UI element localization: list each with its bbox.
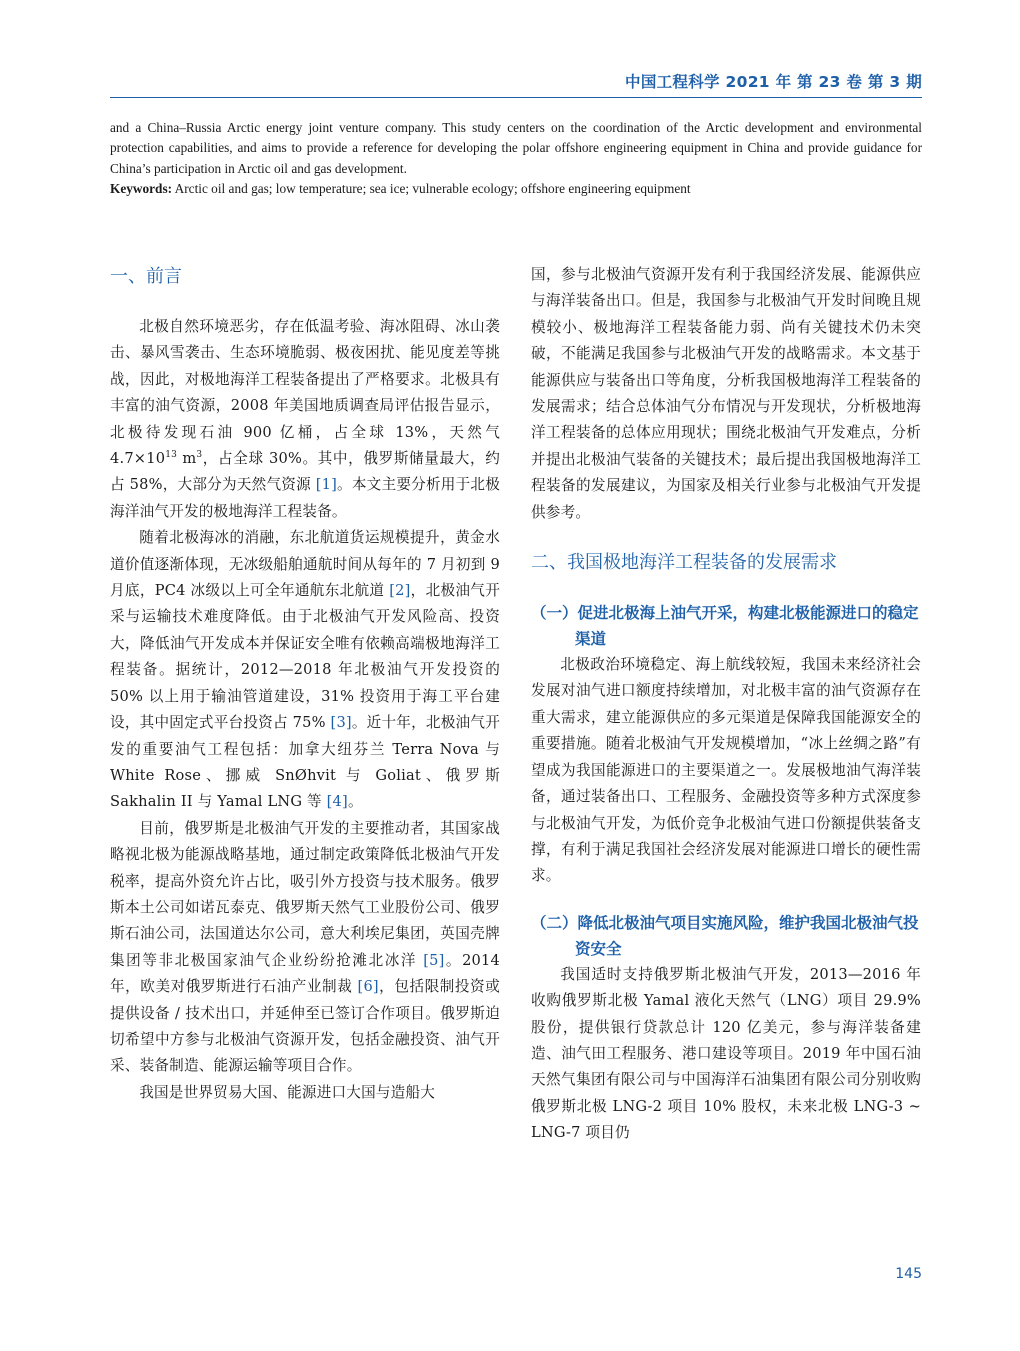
section-1-paragraph-2: 随着北极海冰的消融，东北航道货运规模提升，黄金水道价值逐渐体现，无冰级船舶通航时间从每年的 7 月初到 9 月底，PC4 冰级以上可全年通航东北航道 [2]，北极油气开采与运输技术难度降低。由于北极油气开发风险高、投资大，降低油气开发成本并保证安全唯有依赖高端极地海洋工程装备。据统计，2012—2018 年北极油气开发投资的 50% 以上用于输油管道建设，31% 投资用于海工平台建设，其中固定式平台投资占 75% [3]。近十年，北极油气开发的重要油气工程包括：加拿大纽芬兰 Terra Nova 与 White Rose、挪威 SnØhvit 与 Goliat、俄罗斯 Sakhalin II 与 Yamal LNG 等 [4]。 <box>110 529 501 811</box>
citation-link[interactable]: [4] <box>326 793 348 811</box>
section-2-title: 二、我国极地海洋工程装备的发展需求 <box>531 552 837 574</box>
right-column <box>531 262 921 1147</box>
keywords-text: Arctic oil and gas; low temperature; sea ice; vulnerable ecology; offshore engineering equipment <box>172 180 691 196</box>
section-1-paragraph-1: 北极自然环境恶劣，存在低温考验、海冰阻碍、冰山袭击、暴风雪袭击、生态环境脆弱、极夜困扰、能见度差等挑战，因此，对极地海洋工程装备提出了严格要求。北极具有丰富的油气资源，2008 年美国地质调查局评估报告显示，北极待发现石油 900 亿桶，占全球 13%，天然气 $4.7\times 10^{13}$ $m^3$，占全球 30%。其中，俄罗斯储量最大，约占 58%，大部分为天然气资源 [1]。本文主要分析用于北极海洋油气开发的极地海洋工程装备。 <box>110 318 500 520</box>
abstract-text: and a China–Russia Arctic energy joint venture company. This study centers on the coordination of the Arctic development and environmental protection capabilities, and aims to provide a reference for developing the polar offshore engineering equipment in China and provide guidance for China’s participation in Arctic oil and gas development. <box>110 120 922 176</box>
journal-header: 中国工程科学 2021 年 第 23 卷 第 3 期 <box>625 73 922 91</box>
section-1-paragraph-3: 目前，俄罗斯是北极油气开发的主要推动者，其国家战略视北极为能源战略基地，通过制定政策降低北极油气开发税率，提高外资允许占比，吸引外方投资与技术服务。俄罗斯本土公司如诺瓦泰克、俄罗斯天然气工业股份公司、俄罗斯石油公司，法国道达尔公司，意大利埃尼集团，英国壳牌集团等非北极国家油气企业纷纷抢滩北冰洋 [5]。2014 年，欧美对俄罗斯进行石油产业制裁 [6]，包括限制投资或提供设备 / 技术出口，并延伸至已签订合作项目。俄罗斯迫切希望中方参与北极油气资源开发，包括金融投资、油气开采、装备制造、能源运输等项目合作。 <box>110 819 501 1075</box>
citation-link[interactable]: [3] <box>330 714 352 732</box>
citation-link[interactable]: [1] <box>315 476 338 494</box>
subsection-2-2-title: （二）降低北极油气项目实施风险，维护我国北极油气投资安全 <box>531 913 919 958</box>
subsection-2-1-text: 北极政治环境稳定、海上航线较短，我国未来经济社会发展对油气进口额度持续增加，对北极丰富的油气资源存在重大需求，建立能源供应的多元渠道是保障我国能源安全的重要措施。随着北极油气开发规模增加，“冰上丝绸之路”有望成为我国能源进口的主要渠道之一。发展极地油气海洋装备，通过装备出口、工程服务、金融投资等多种方式深度参与北极油气开发，为低价竞争北极油气进口份额提供装备支撑，有利于满足我国社会经济发展对能源进口增长的硬性需求。 <box>531 656 921 885</box>
section-1-title: 一、前言 <box>110 266 182 287</box>
citation-link[interactable]: [5] <box>423 951 445 969</box>
page-number: 145 <box>895 1266 922 1282</box>
subsection-2-2-text: 我国适时支持俄罗斯北极油气开发，2013—2016 年收购俄罗斯北极 Yamal 液化天然气（LNG）项目 29.9% 股份，提供银行贷款总计 120 亿美元，参与海洋装备建造、油气田工程服务、港口建设等项目。2019 年中国石油天然气集团有限公司与中国海洋石油集团有限公司分别收购俄罗斯北极 LNG-2 项目 10% 股权，未来北极 LNG-3 ~ LNG-7 项目仍 <box>531 965 921 1142</box>
section-1-paragraph-4-start: 我国是世界贸易大国、能源进口大国与造船大 <box>139 1083 436 1101</box>
citation-link[interactable]: [2] <box>389 582 411 600</box>
citation-link[interactable]: [6] <box>357 978 379 996</box>
keywords-label: Keywords: <box>110 180 173 196</box>
keywords-line <box>110 179 922 199</box>
section-1-paragraph-4-continued: 国，参与北极油气资源开发有利于我国经济发展、能源供应与海洋装备出口。但是，我国参与北极油气开发时间晚且规模较小、极地海洋工程装备能力弱、尚有关键技术仍未突破，不能满足我国参与北极油气开发的战略需求。本文基于能源供应与装备出口等角度，分析我国极地海洋工程装备的发展需求；结合总体油气分布情况与开发现状，分析极地海洋工程装备的总体应用现状；围绕北极油气开发难点，分析并提出北极油气装备的关键技术；最后提出我国极地海洋工程装备的发展建议，为国家及相关行业参与北极油气开发提供参考。 <box>531 266 921 521</box>
left-column <box>110 262 500 1106</box>
subsection-2-1-title: （一）促进北极海上油气开采，构建北极能源进口的稳定渠道 <box>531 604 919 649</box>
header-rule <box>110 97 922 98</box>
english-abstract <box>110 118 922 199</box>
